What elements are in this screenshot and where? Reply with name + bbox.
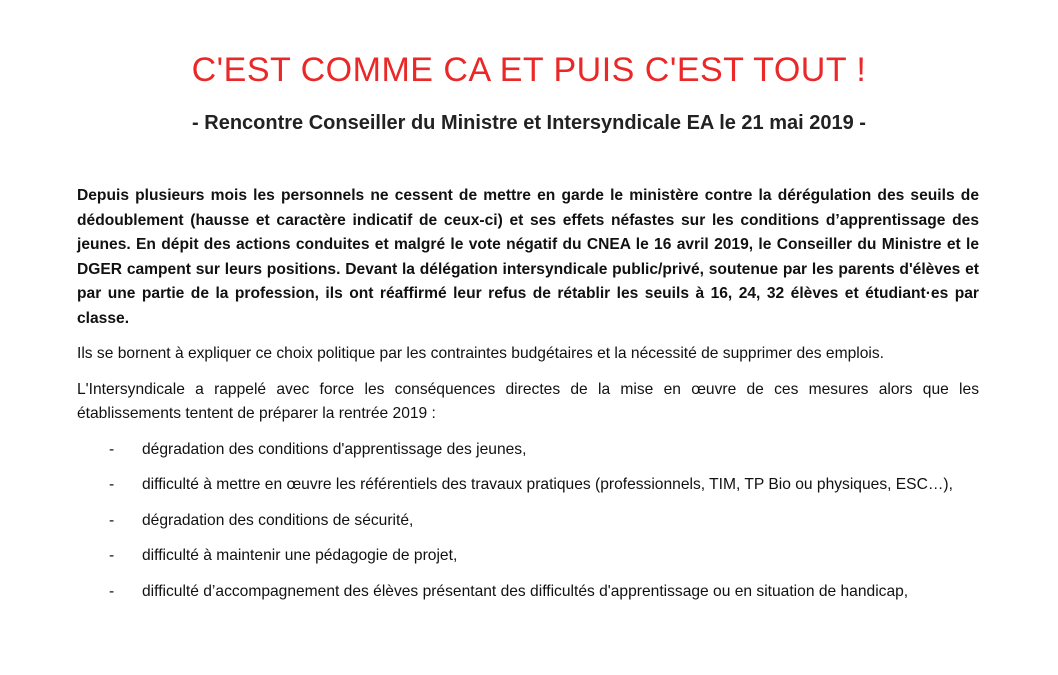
list-bullet: - (109, 476, 115, 493)
document-subtitle: - Rencontre Conseiller du Ministre et Intersyndicale EA le 21 mai 2019 - (192, 112, 866, 134)
list-bullet: - (109, 547, 115, 564)
document-body (77, 184, 979, 615)
body-paragraph: L'Intersyndicale a rappelé avec force les conséquences directes de la mise en œuvre de ces mesures alors que les établissements tentent de préparer la rentrée 2019 : (77, 380, 979, 422)
list-item-text: dégradation des conditions d'apprentissage des jeunes, (142, 440, 527, 458)
list-item (77, 438, 979, 463)
list-bullet: - (109, 582, 115, 600)
list-item (77, 473, 979, 498)
list-bullet: - (109, 511, 115, 529)
body-paragraph: Ils se bornent à expliquer ce choix politique par les contraintes budgétaires et la nécessité de supprimer des emplois. (77, 345, 884, 362)
list-item-text: dégradation des conditions de sécurité, (142, 511, 414, 529)
list-bullet: - (109, 440, 115, 458)
list-item-text: difficulté à maintenir une pédagogie de projet, (142, 547, 458, 564)
list-item-text: difficulté à mettre en œuvre les référentiels des travaux pratiques (professionnels, TIM, TP Bio ou physiques, ESC…), (142, 476, 953, 493)
lead-paragraph: Depuis plusieurs mois les personnels ne cessent de mettre en garde le ministère contre la dérégulation des seuils de dédoublement (hausse et caractère indicatif de ceux-ci) et ses effets néfastes sur les conditions d’apprentissage des jeunes. En dépit des actions conduites et malgré le vote négatif du CNEA le 16 avril 2019, le Conseiller du Ministre et le DGER campent sur leurs positions. Devant la délégation intersyndicale public/privé, soutenue par les parents d'élèves et par une partie de la profession, ils ont réaffirmé leur refus de rétablir les seuils à 16, 24, 32 élèves et étudiant·es par classe. (77, 187, 979, 327)
consequences-list (77, 438, 979, 605)
list-item (77, 509, 979, 534)
list-item-text: difficulté d’accompagnement des élèves présentant des difficultés d'apprentissage ou en situation de handicap, (142, 582, 909, 600)
list-item (77, 544, 979, 569)
header-logos-cropped (0, 0, 1058, 4)
list-item (77, 580, 979, 605)
document-title: C'EST COMME CA ET PUIS C'EST TOUT ! (191, 51, 867, 89)
